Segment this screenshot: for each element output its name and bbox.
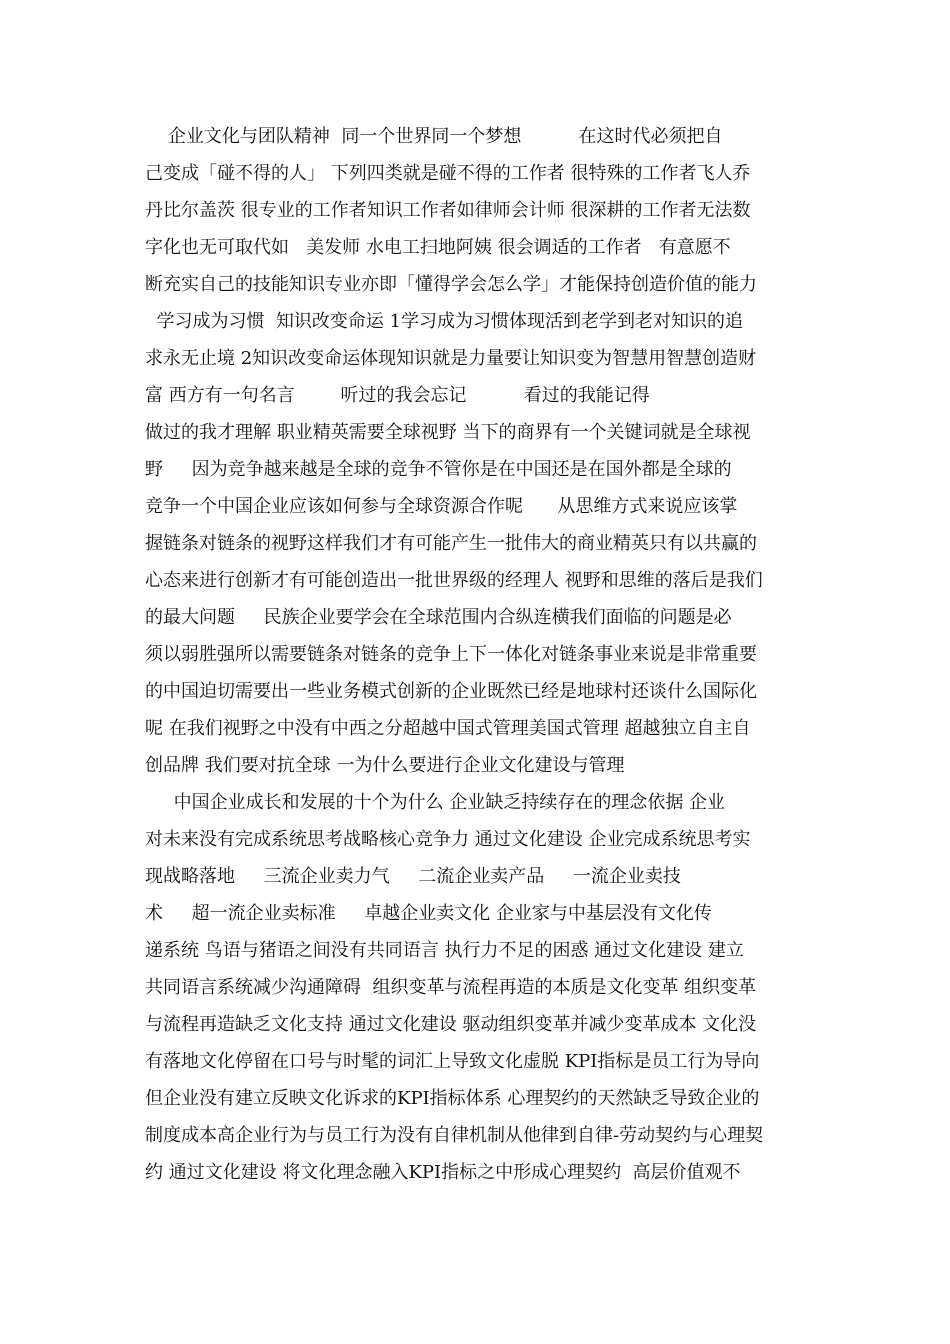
text-line: 对未来没有完成系统思考战略核心竞争力 通过文化建设 企业完成系统思考实: [145, 829, 751, 850]
text-line: 须以弱胜强所以需要链条对链条的竞争上下一体化对链条事业来说是非常重要: [145, 644, 757, 665]
text-line: 丹比尔盖茨 很专业的工作者知识工作者如律师会计师 很深耕的工作者无法数: [145, 200, 751, 221]
text-line: 学习成为习惯 知识改变命运 1学习成为习惯体现活到老学到老对知识的追: [145, 311, 744, 332]
text-line: 的中国迫切需要出一些业务模式创新的企业既然已经是地球村还谈什么国际化: [145, 681, 757, 702]
text-line: 断充实自己的技能知识专业亦即「懂得学会怎么学」才能保持创造价值的能力: [145, 274, 757, 295]
text-line: 共同语言系统减少沟通障碍 组织变革与流程再造的本质是文化变革 组织变革: [145, 977, 757, 998]
text-line: 现战略落地 三流企业卖力气 二流企业卖产品 一流企业卖技: [145, 866, 681, 887]
text-line: 递系统 鸟语与猪语之间没有共同语言 执行力不足的困惑 通过文化建设 建立: [145, 940, 744, 961]
text-line: 呢 在我们视野之中没有中西之分超越中国式管理美国式管理 超越独立自主自: [145, 718, 751, 739]
text-line: 与流程再造缺乏文化支持 通过文化建设 驱动组织变革并减少变革成本 文化没: [145, 1014, 757, 1035]
text-line: 心态来进行创新才有可能创造出一批世界级的经理人 视野和思维的落后是我们: [145, 570, 763, 591]
text-line: 野 因为竞争越来越是全球的竞争不管你是在中国还是在国外都是全球的: [145, 459, 732, 480]
text-line: 竞争一个中国企业应该如何参与全球资源合作呢 从思维方式来说应该掌: [145, 496, 738, 517]
text-line: 有落地文化停留在口号与时髦的词汇上导致文化虚脱 KPI指标是员工行为导向: [145, 1051, 760, 1072]
text-line: 约 通过文化建设 将文化理念融入KPI指标之中形成心理契约 高层价值观不: [145, 1162, 741, 1183]
text-line: 制度成本高企业行为与员工行为没有自律机制从他律到自律-劳动契约与心理契: [145, 1125, 764, 1146]
text-line: 富 西方有一句名言 听过的我会忘记 看过的我能记得: [145, 385, 650, 406]
text-line: 握链条对链条的视野这样我们才有可能产生一批伟大的商业精英只有以共赢的: [145, 533, 757, 554]
text-line: 字化也无可取代如 美发师 水电工扫地阿姨 很会调适的工作者 有意愿不: [145, 237, 731, 258]
text-line: 中国企业成长和发展的十个为什么 企业缺乏持续存在的理念依据 企业: [145, 792, 726, 813]
text-line: 但企业没有建立反映文化诉求的KPI指标体系 心理契约的天然缺乏导致企业的: [145, 1088, 760, 1109]
text-line: 术 超一流企业卖标准 卓越企业卖文化 企业家与中基层没有文化传: [145, 903, 712, 924]
text-line: 己变成「碰不得的人」 下列四类就是碰不得的工作者 很特殊的工作者飞人乔: [145, 163, 751, 184]
text-line: 创品牌 我们要对抗全球 一为什么要进行企业文化建设与管理: [145, 755, 625, 776]
text-line: 的最大问题 民族企业要学会在全球范围内合纵连横我们面临的问题是必: [145, 607, 732, 628]
text-line: 做过的我才理解 职业精英需要全球视野 当下的商界有一个关键词就是全球视: [145, 422, 751, 443]
text-line: 企业文化与团队精神 同一个世界同一个梦想 在这时代必须把自: [145, 126, 723, 147]
text-line: 求永无止境 2知识改变命运体现知识就是力量要让知识变为智慧用智慧创造财: [145, 348, 757, 369]
